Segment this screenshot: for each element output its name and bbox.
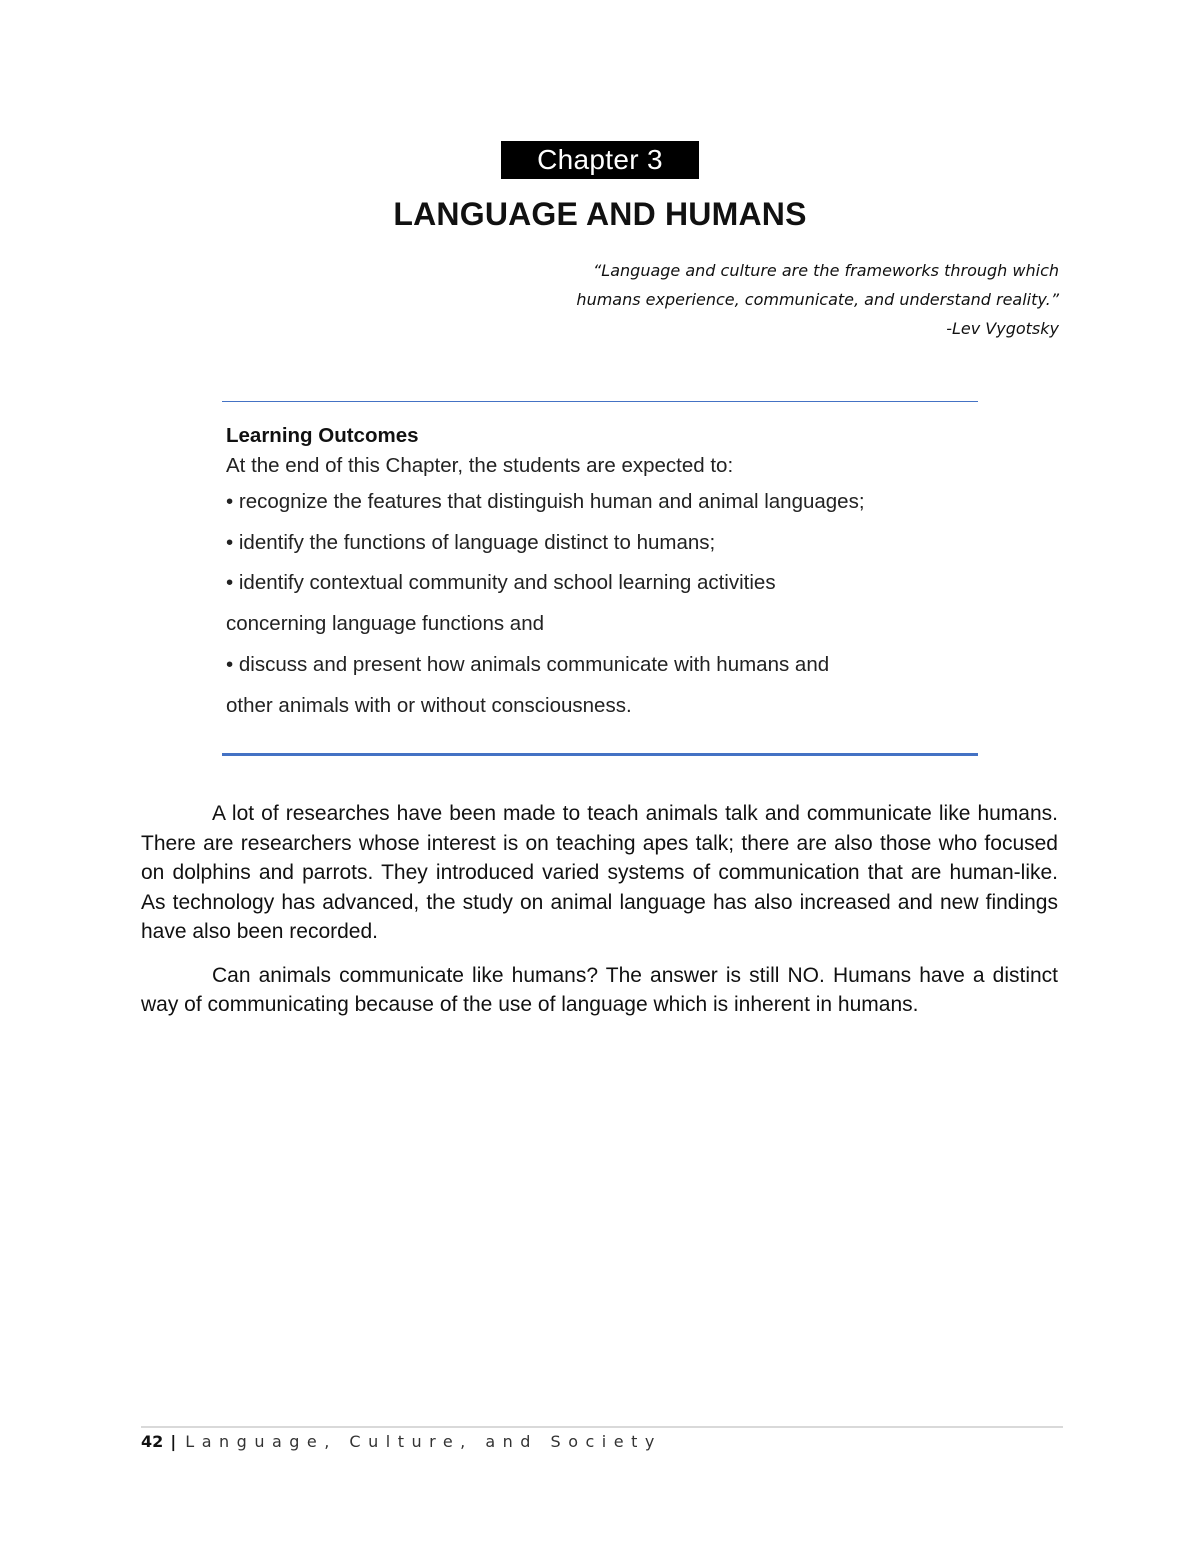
epigraph-attribution: -Lev Vygotsky — [946, 319, 1059, 338]
chapter-title: LANGUAGE AND HUMANS — [393, 196, 807, 232]
footer-separator: | — [170, 1432, 177, 1451]
epigraph-line-2: humans experience, communicate, and understand reality.” — [576, 290, 1059, 309]
page-number: 42 — [141, 1432, 164, 1451]
outcome-line: • identify contextual community and school learning activities — [226, 571, 776, 595]
outcome-line: • identify the functions of language distinct to humans; — [226, 530, 716, 554]
outcome-line: other animals with or without consciousness. — [226, 693, 632, 717]
outcome-line: • recognize the features that distinguish human and animal languages; — [226, 490, 865, 513]
epigraph-quote — [439, 256, 1059, 343]
outcomes-bottom-divider — [222, 753, 978, 756]
page-footer — [141, 1432, 662, 1451]
learning-outcomes-heading: Learning Outcomes — [226, 424, 419, 447]
footer-divider — [141, 1426, 1063, 1428]
outcome-line: • discuss and present how animals communicate with humans and — [226, 652, 830, 676]
body-paragraph: Can animals communicate like humans? The answer is still NO. Humans have a distinct way of communicating because of the use of language which is inherent in humans. — [141, 963, 1058, 1016]
outcomes-top-divider — [222, 401, 978, 402]
learning-outcomes-box — [226, 422, 976, 726]
chapter-label: Chapter 3 — [501, 141, 699, 179]
epigraph-line-1: “Language and culture are the frameworks through which — [593, 261, 1059, 280]
book-title: Language, Culture, and Society — [185, 1432, 662, 1451]
learning-outcomes-intro: At the end of this Chapter, the students are expected to: — [226, 454, 734, 477]
body-paragraph: A lot of researches have been made to teach animals talk and communicate like humans. There are researchers whose interest is on teaching apes talk; there are also those who focused on dolphins and parrots. They introduced varied systems of communication that are human-like. As technology has advanced, the study on animal language has also increased and new findings have also been recorded. — [141, 802, 1058, 943]
body-text — [141, 799, 1058, 1034]
outcome-line: concerning language functions and — [226, 612, 544, 636]
